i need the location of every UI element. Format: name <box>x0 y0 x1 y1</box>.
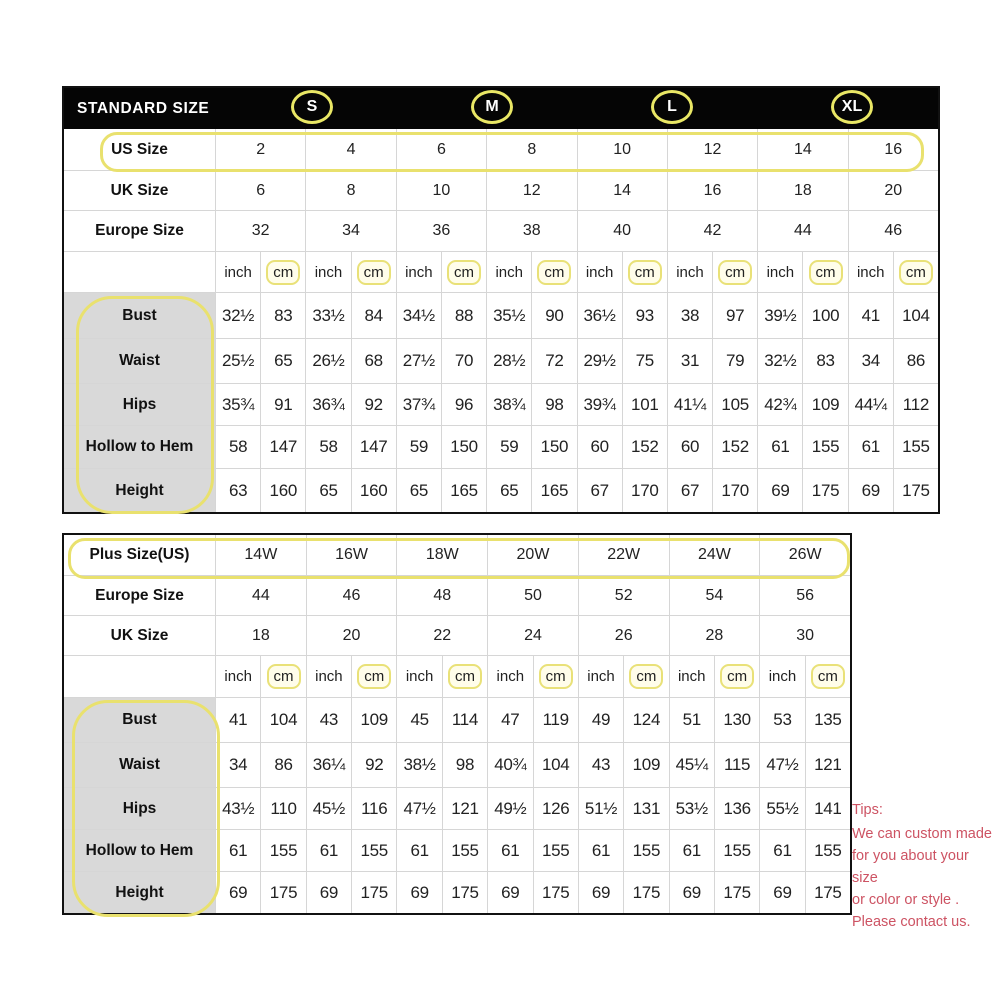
cm-header-cell <box>531 251 576 292</box>
measure-cell: 116 <box>351 787 396 829</box>
measure-cell: 33½ <box>305 292 350 338</box>
size-cell: 40 <box>577 210 667 251</box>
size-cell: 54 <box>669 575 760 615</box>
measure-cell: 152 <box>622 425 667 468</box>
measure-row-label: Hollow to Hem <box>64 425 215 468</box>
standard-size-title: STANDARD SIZE <box>77 99 210 117</box>
measure-cell: 92 <box>351 383 396 425</box>
measure-cell: 175 <box>623 871 668 913</box>
measure-cell: 65 <box>305 468 350 512</box>
measure-cell: 83 <box>802 338 847 383</box>
size-cell: 2 <box>215 129 305 170</box>
size-cell: 18 <box>757 170 847 210</box>
cm-highlight-box: cm <box>720 664 754 689</box>
unit-row-label <box>64 655 215 697</box>
measure-cell: 47 <box>487 697 532 742</box>
measure-cell: 119 <box>533 697 578 742</box>
cm-highlight-box: cm <box>811 664 845 689</box>
measure-cell: 31 <box>667 338 712 383</box>
measure-cell: 147 <box>351 425 396 468</box>
measure-cell: 69 <box>578 871 623 913</box>
cm-header-cell <box>351 655 396 697</box>
measure-cell: 97 <box>712 292 757 338</box>
measure-cell: 49 <box>578 697 623 742</box>
inch-header-cell: inch <box>578 655 623 697</box>
cm-header-cell <box>533 655 578 697</box>
measure-cell: 55½ <box>759 787 804 829</box>
inch-header-cell: inch <box>848 251 893 292</box>
measure-cell: 45¼ <box>669 742 714 787</box>
size-cell: 26 <box>578 615 669 655</box>
size-cell: 34 <box>305 210 395 251</box>
measure-cell: 90 <box>531 292 576 338</box>
measure-cell: 35½ <box>486 292 531 338</box>
size-cell: 18 <box>215 615 306 655</box>
inch-header-cell: inch <box>486 251 531 292</box>
measure-cell: 170 <box>712 468 757 512</box>
measure-cell: 37¾ <box>396 383 441 425</box>
size-cell: 14 <box>577 170 667 210</box>
inch-header-cell: inch <box>577 251 622 292</box>
cm-header-cell <box>712 251 757 292</box>
measure-cell: 115 <box>714 742 759 787</box>
cm-highlight-box: cm <box>629 664 663 689</box>
measure-cell: 165 <box>441 468 486 512</box>
tips-title: Tips: <box>852 802 883 818</box>
size-cell: 6 <box>215 170 305 210</box>
measure-cell: 92 <box>351 742 396 787</box>
size-cell: 28 <box>669 615 760 655</box>
measure-cell: 104 <box>533 742 578 787</box>
measure-cell: 88 <box>441 292 486 338</box>
measure-cell: 59 <box>486 425 531 468</box>
measure-cell: 60 <box>667 425 712 468</box>
measure-cell: 25½ <box>215 338 260 383</box>
cm-highlight-box: cm <box>447 260 481 285</box>
tips-line: for you about your size <box>852 848 969 886</box>
measure-cell: 61 <box>396 829 441 871</box>
size-cell: 24W <box>669 535 760 575</box>
measure-cell: 36¾ <box>305 383 350 425</box>
size-cell: 20 <box>848 170 938 210</box>
cm-header-cell <box>260 251 305 292</box>
measure-cell: 175 <box>802 468 847 512</box>
size-cell: 14 <box>757 129 847 170</box>
cm-header-cell <box>622 251 667 292</box>
measure-cell: 61 <box>757 425 802 468</box>
cm-highlight-box: cm <box>537 260 571 285</box>
inch-header-cell: inch <box>305 251 350 292</box>
measure-cell: 61 <box>848 425 893 468</box>
measure-cell: 155 <box>802 425 847 468</box>
measure-cell: 155 <box>623 829 668 871</box>
tips-line: Please contact us. <box>852 914 971 930</box>
standard-size-grid <box>64 129 938 512</box>
cm-highlight-box: cm <box>628 260 662 285</box>
cm-header-cell <box>802 251 847 292</box>
measure-cell: 53 <box>759 697 804 742</box>
measure-cell: 63 <box>215 468 260 512</box>
measure-cell: 136 <box>714 787 759 829</box>
measure-row-label: Hips <box>64 787 215 829</box>
size-cell: 36 <box>396 210 486 251</box>
cm-header-cell <box>623 655 668 697</box>
size-cell: 48 <box>396 575 487 615</box>
cm-highlight-box: cm <box>809 260 843 285</box>
measure-cell: 65 <box>486 468 531 512</box>
measure-cell: 86 <box>893 338 938 383</box>
measure-cell: 39½ <box>757 292 802 338</box>
measure-cell: 155 <box>893 425 938 468</box>
measure-cell: 69 <box>487 871 532 913</box>
measure-cell: 70 <box>441 338 486 383</box>
measure-cell: 39¾ <box>577 383 622 425</box>
measure-cell: 175 <box>533 871 578 913</box>
measure-cell: 155 <box>351 829 396 871</box>
size-cell: 22W <box>578 535 669 575</box>
measure-cell: 165 <box>531 468 576 512</box>
size-cell: 16 <box>667 170 757 210</box>
cm-highlight-box: cm <box>357 664 391 689</box>
measure-cell: 69 <box>669 871 714 913</box>
cm-highlight-box: cm <box>899 260 933 285</box>
size-cell: 30 <box>759 615 850 655</box>
inch-header-cell: inch <box>759 655 804 697</box>
measure-cell: 40¾ <box>487 742 532 787</box>
measure-cell: 175 <box>893 468 938 512</box>
tips-line: We can custom made <box>852 826 992 842</box>
size-cell: 56 <box>759 575 850 615</box>
measure-cell: 65 <box>396 468 441 512</box>
size-cell: 32 <box>215 210 305 251</box>
size-cell: 42 <box>667 210 757 251</box>
tips-line: or color or style . <box>852 892 960 908</box>
inch-header-cell: inch <box>396 655 441 697</box>
measure-cell: 155 <box>714 829 759 871</box>
cm-header-cell <box>893 251 938 292</box>
cm-header-cell <box>442 655 487 697</box>
measure-cell: 65 <box>260 338 305 383</box>
size-cell: 44 <box>757 210 847 251</box>
cm-header-cell <box>441 251 486 292</box>
measure-cell: 91 <box>260 383 305 425</box>
measure-cell: 27½ <box>396 338 441 383</box>
measure-cell: 58 <box>215 425 260 468</box>
measure-cell: 126 <box>533 787 578 829</box>
measure-cell: 67 <box>667 468 712 512</box>
size-cell: 4 <box>305 129 395 170</box>
row-label: US Size <box>111 140 168 158</box>
measure-cell: 32½ <box>757 338 802 383</box>
measure-cell: 67 <box>577 468 622 512</box>
measure-cell: 109 <box>351 697 396 742</box>
measure-cell: 109 <box>623 742 668 787</box>
measure-cell: 32½ <box>215 292 260 338</box>
measure-cell: 114 <box>442 697 487 742</box>
cm-header-cell <box>351 251 396 292</box>
measure-cell: 96 <box>441 383 486 425</box>
size-cell: 12 <box>486 170 576 210</box>
cm-highlight-box: cm <box>718 260 752 285</box>
standard-size-table <box>62 86 940 514</box>
measure-cell: 43 <box>578 742 623 787</box>
measure-cell: 38¾ <box>486 383 531 425</box>
measure-cell: 26½ <box>305 338 350 383</box>
measure-cell: 45 <box>396 697 441 742</box>
inch-header-cell: inch <box>215 655 260 697</box>
measure-cell: 45½ <box>306 787 351 829</box>
inch-header-cell: inch <box>667 251 712 292</box>
measure-cell: 61 <box>759 829 804 871</box>
cm-header-cell <box>805 655 850 697</box>
measure-cell: 104 <box>260 697 305 742</box>
measure-row-label: Waist <box>64 742 215 787</box>
measure-cell: 105 <box>712 383 757 425</box>
measure-row-label: Bust <box>64 292 215 338</box>
measure-cell: 61 <box>487 829 532 871</box>
measure-cell: 49½ <box>487 787 532 829</box>
size-cell: 50 <box>487 575 578 615</box>
measure-cell: 35¾ <box>215 383 260 425</box>
inch-header-cell: inch <box>215 251 260 292</box>
cm-header-cell <box>260 655 305 697</box>
measure-cell: 150 <box>531 425 576 468</box>
size-badge-m: M <box>471 90 513 124</box>
measure-cell: 53½ <box>669 787 714 829</box>
measure-cell: 47½ <box>396 787 441 829</box>
measure-cell: 68 <box>351 338 396 383</box>
inch-header-cell: inch <box>669 655 714 697</box>
size-cell: 10 <box>577 129 667 170</box>
measure-cell: 100 <box>802 292 847 338</box>
row-label: UK Size <box>64 615 215 655</box>
size-cell: 16W <box>306 535 397 575</box>
measure-cell: 121 <box>805 742 850 787</box>
measure-row-label: Bust <box>64 697 215 742</box>
measure-cell: 175 <box>714 871 759 913</box>
inch-header-cell: inch <box>306 655 351 697</box>
size-cell: 12 <box>667 129 757 170</box>
measure-cell: 61 <box>669 829 714 871</box>
measure-cell: 43½ <box>215 787 260 829</box>
custom-order-tips <box>852 799 998 933</box>
measure-row-label: Hollow to Hem <box>64 829 215 871</box>
inch-header-cell: inch <box>487 655 532 697</box>
measure-row-label: Hips <box>64 383 215 425</box>
measure-cell: 79 <box>712 338 757 383</box>
measure-cell: 175 <box>805 871 850 913</box>
measure-cell: 160 <box>260 468 305 512</box>
size-cell: 24 <box>487 615 578 655</box>
measure-cell: 131 <box>623 787 668 829</box>
size-cell: 18W <box>396 535 487 575</box>
size-cell: 26W <box>759 535 850 575</box>
measure-cell: 93 <box>622 292 667 338</box>
size-badge-l: L <box>651 90 693 124</box>
measure-cell: 47½ <box>759 742 804 787</box>
inch-header-cell: inch <box>396 251 441 292</box>
measure-cell: 69 <box>848 468 893 512</box>
measure-cell: 61 <box>215 829 260 871</box>
row-label: Europe Size <box>64 575 215 615</box>
measure-cell: 155 <box>533 829 578 871</box>
cm-highlight-box: cm <box>539 664 573 689</box>
inch-header-cell: inch <box>757 251 802 292</box>
measure-cell: 147 <box>260 425 305 468</box>
measure-cell: 42¾ <box>757 383 802 425</box>
size-cell: 46 <box>848 210 938 251</box>
measure-cell: 175 <box>260 871 305 913</box>
unit-row-label <box>64 251 215 292</box>
size-cell: 20W <box>487 535 578 575</box>
measure-cell: 72 <box>531 338 576 383</box>
measure-cell: 69 <box>396 871 441 913</box>
size-cell: 10 <box>396 170 486 210</box>
plus-size-table <box>62 533 852 915</box>
measure-cell: 135 <box>805 697 850 742</box>
measure-cell: 109 <box>802 383 847 425</box>
measure-cell: 28½ <box>486 338 531 383</box>
cm-highlight-box: cm <box>266 260 300 285</box>
cm-highlight-box: cm <box>267 664 301 689</box>
row-label: Europe Size <box>64 210 215 251</box>
measure-cell: 51½ <box>578 787 623 829</box>
size-cell: 8 <box>486 129 576 170</box>
measure-cell: 34 <box>848 338 893 383</box>
measure-cell: 34½ <box>396 292 441 338</box>
measure-cell: 110 <box>260 787 305 829</box>
measure-cell: 43 <box>306 697 351 742</box>
measure-cell: 61 <box>306 829 351 871</box>
measure-cell: 83 <box>260 292 305 338</box>
measure-cell: 150 <box>441 425 486 468</box>
size-cell: 38 <box>486 210 576 251</box>
measure-cell: 155 <box>260 829 305 871</box>
measure-cell: 124 <box>623 697 668 742</box>
size-badge-xl: XL <box>831 90 873 124</box>
measure-cell: 175 <box>442 871 487 913</box>
measure-cell: 41¼ <box>667 383 712 425</box>
size-cell: 6 <box>396 129 486 170</box>
measure-cell: 60 <box>577 425 622 468</box>
measure-cell: 101 <box>622 383 667 425</box>
standard-size-header <box>64 88 938 129</box>
measure-cell: 152 <box>712 425 757 468</box>
measure-cell: 155 <box>805 829 850 871</box>
measure-cell: 141 <box>805 787 850 829</box>
measure-cell: 104 <box>893 292 938 338</box>
measure-row-label: Waist <box>64 338 215 383</box>
size-cell: 8 <box>305 170 395 210</box>
measure-row-label: Height <box>64 468 215 512</box>
cm-header-cell <box>714 655 759 697</box>
measure-cell: 41 <box>215 697 260 742</box>
measure-cell: 58 <box>305 425 350 468</box>
measure-cell: 84 <box>351 292 396 338</box>
row-label: UK Size <box>64 170 215 210</box>
size-cell: 52 <box>578 575 669 615</box>
measure-cell: 98 <box>531 383 576 425</box>
measure-cell: 61 <box>578 829 623 871</box>
measure-cell: 44¼ <box>848 383 893 425</box>
measure-cell: 86 <box>260 742 305 787</box>
measure-cell: 69 <box>306 871 351 913</box>
cm-highlight-box: cm <box>357 260 391 285</box>
measure-cell: 41 <box>848 292 893 338</box>
cm-highlight-box: cm <box>448 664 482 689</box>
size-cell: 22 <box>396 615 487 655</box>
plus-size-grid <box>64 535 850 913</box>
measure-cell: 75 <box>622 338 667 383</box>
size-cell: 46 <box>306 575 397 615</box>
measure-cell: 29½ <box>577 338 622 383</box>
measure-cell: 38 <box>667 292 712 338</box>
measure-cell: 170 <box>622 468 667 512</box>
measure-row-label: Height <box>64 871 215 913</box>
measure-cell: 36½ <box>577 292 622 338</box>
measure-cell: 69 <box>759 871 804 913</box>
measure-cell: 112 <box>893 383 938 425</box>
measure-cell: 69 <box>215 871 260 913</box>
size-cell: 44 <box>215 575 306 615</box>
measure-cell: 175 <box>351 871 396 913</box>
measure-cell: 36¼ <box>306 742 351 787</box>
row-label: Plus Size(US) <box>89 546 190 563</box>
measure-cell: 69 <box>757 468 802 512</box>
measure-cell: 130 <box>714 697 759 742</box>
size-cell: 14W <box>215 535 306 575</box>
measure-cell: 98 <box>442 742 487 787</box>
measure-cell: 38½ <box>396 742 441 787</box>
size-badge-s: S <box>291 90 333 124</box>
measure-cell: 34 <box>215 742 260 787</box>
measure-cell: 155 <box>442 829 487 871</box>
measure-cell: 160 <box>351 468 396 512</box>
size-cell: 16 <box>848 129 938 170</box>
measure-cell: 51 <box>669 697 714 742</box>
measure-cell: 59 <box>396 425 441 468</box>
measure-cell: 121 <box>442 787 487 829</box>
size-cell: 20 <box>306 615 397 655</box>
